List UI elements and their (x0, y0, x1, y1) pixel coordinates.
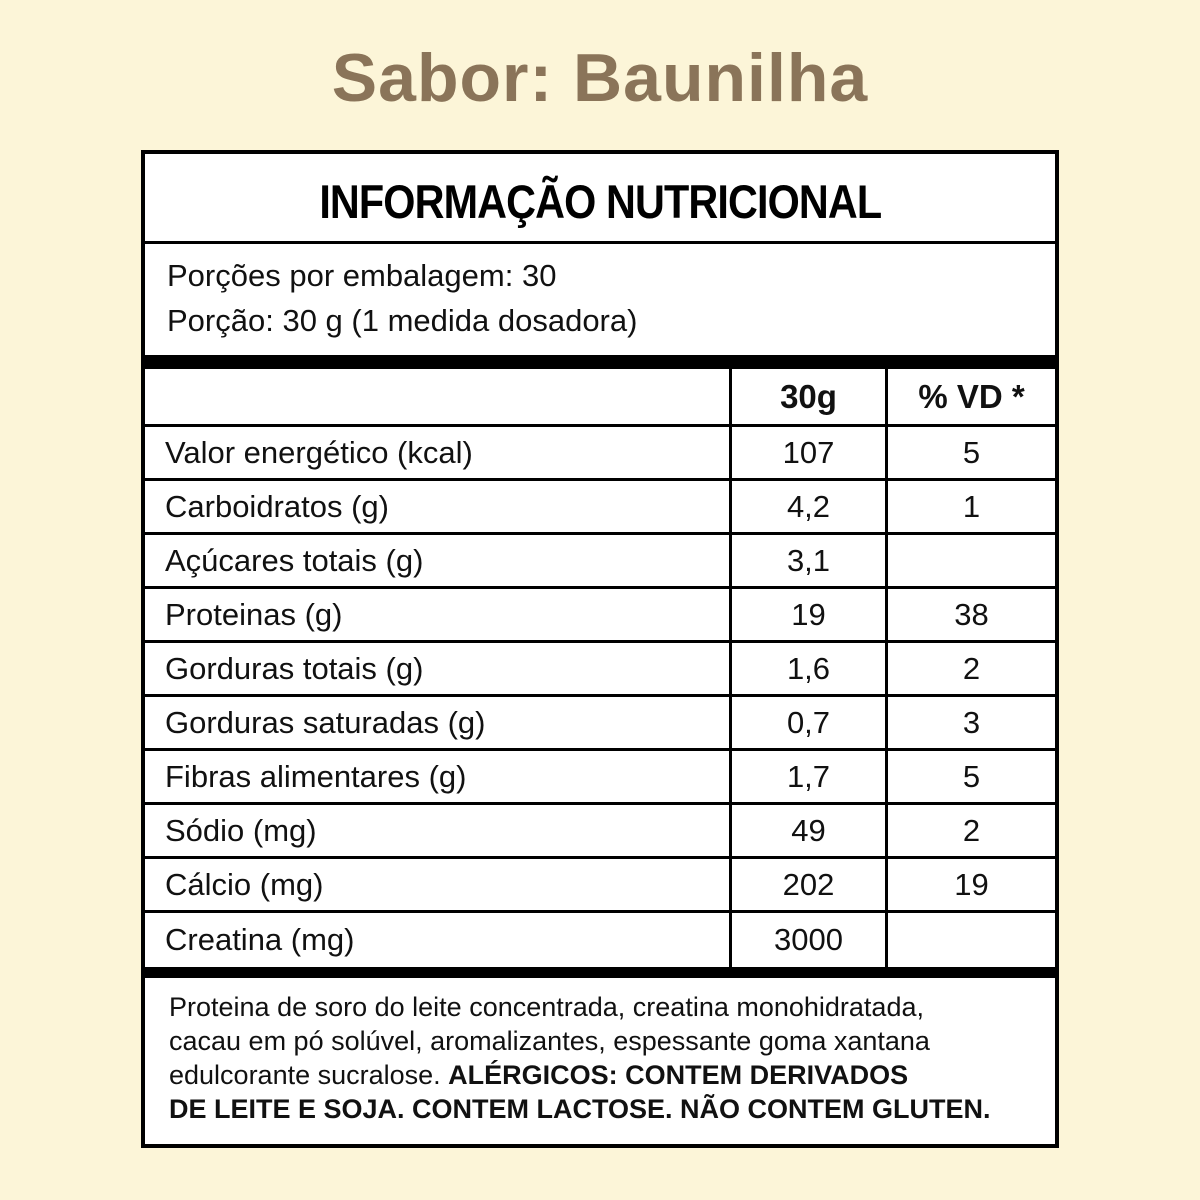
serving-size: Porção: 30 g (1 medida dosadora) (167, 303, 638, 338)
table-row (145, 589, 1055, 643)
amount-value: 0,7 (729, 697, 885, 748)
daily-value: 5 (885, 751, 1055, 802)
flavor-title: Sabor: Baunilha (331, 40, 869, 116)
ingredients-regular-segment: edulcorante sucralose. (169, 1060, 449, 1090)
column-header-daily-value: % VD * (885, 369, 1055, 424)
table-row (145, 427, 1055, 481)
amount-value: 3,1 (729, 535, 885, 586)
table-row (145, 535, 1055, 589)
ingredients-line (169, 1092, 1031, 1126)
nutrition-facts-title: INFORMAÇÃO NUTRICIONAL (319, 175, 881, 228)
ingredients-line (169, 990, 1031, 1024)
ingredients-text (145, 978, 1055, 1144)
table-row (145, 859, 1055, 913)
ingredients-regular-segment: cacau em pó solúvel, aromalizantes, espessante goma xantana (169, 1026, 930, 1056)
amount-value: 19 (729, 589, 885, 640)
daily-value: 3 (885, 697, 1055, 748)
amount-value: 3000 (729, 913, 885, 967)
amount-value: 202 (729, 859, 885, 910)
nutrient-name: Sódio (mg) (165, 812, 317, 848)
nutrient-name: Gorduras saturadas (g) (165, 704, 486, 740)
daily-value: 2 (885, 805, 1055, 856)
nutrient-name: Gorduras totais (g) (165, 650, 424, 686)
serving-info (145, 244, 1055, 355)
nutrient-name: Carboidratos (g) (165, 488, 389, 524)
allergen-bold-segment: ALÉRGICOS: CONTEM DERIVADOS (448, 1060, 909, 1090)
nutrient-name: Creatina (mg) (165, 922, 355, 957)
nutrient-name: Açúcares totais (g) (165, 542, 424, 578)
nutrient-name: Fibras alimentares (g) (165, 758, 467, 794)
servings-per-package: Porções por embalagem: 30 (167, 258, 557, 293)
amount-value: 1,6 (729, 643, 885, 694)
ingredients-line (169, 1024, 1031, 1058)
divider-bar-top (145, 355, 1055, 369)
ingredients-line (169, 1058, 1031, 1092)
nutrient-name: Proteinas (g) (165, 596, 343, 632)
amount-value: 4,2 (729, 481, 885, 532)
daily-value: 19 (885, 859, 1055, 910)
daily-value: 2 (885, 643, 1055, 694)
column-header-nutrient (145, 369, 729, 424)
table-row (145, 913, 1055, 967)
daily-value: 1 (885, 481, 1055, 532)
table-row (145, 481, 1055, 535)
daily-value: 38 (885, 589, 1055, 640)
nutrition-facts-header (145, 154, 1055, 244)
allergen-bold-segment: DE LEITE E SOJA. CONTEM LACTOSE. NÃO CONTEM GLUTEN. (169, 1094, 991, 1124)
nutrition-facts-panel (141, 150, 1059, 1148)
nutrient-name: Valor energético (kcal) (165, 434, 473, 470)
amount-value: 49 (729, 805, 885, 856)
daily-value (885, 913, 1055, 967)
daily-value (885, 535, 1055, 586)
table-row (145, 751, 1055, 805)
table-header-row (145, 369, 1055, 427)
table-row (145, 643, 1055, 697)
column-header-amount: 30g (729, 369, 885, 424)
nutrition-rows (145, 427, 1055, 967)
nutrient-name: Cálcio (mg) (165, 866, 324, 902)
daily-value: 5 (885, 427, 1055, 478)
ingredients-regular-segment: Proteina de soro do leite concentrada, creatina monohidratada, (169, 992, 924, 1022)
amount-value: 1,7 (729, 751, 885, 802)
divider-bar-bottom (145, 967, 1055, 978)
table-row (145, 697, 1055, 751)
amount-value: 107 (729, 427, 885, 478)
table-row (145, 805, 1055, 859)
